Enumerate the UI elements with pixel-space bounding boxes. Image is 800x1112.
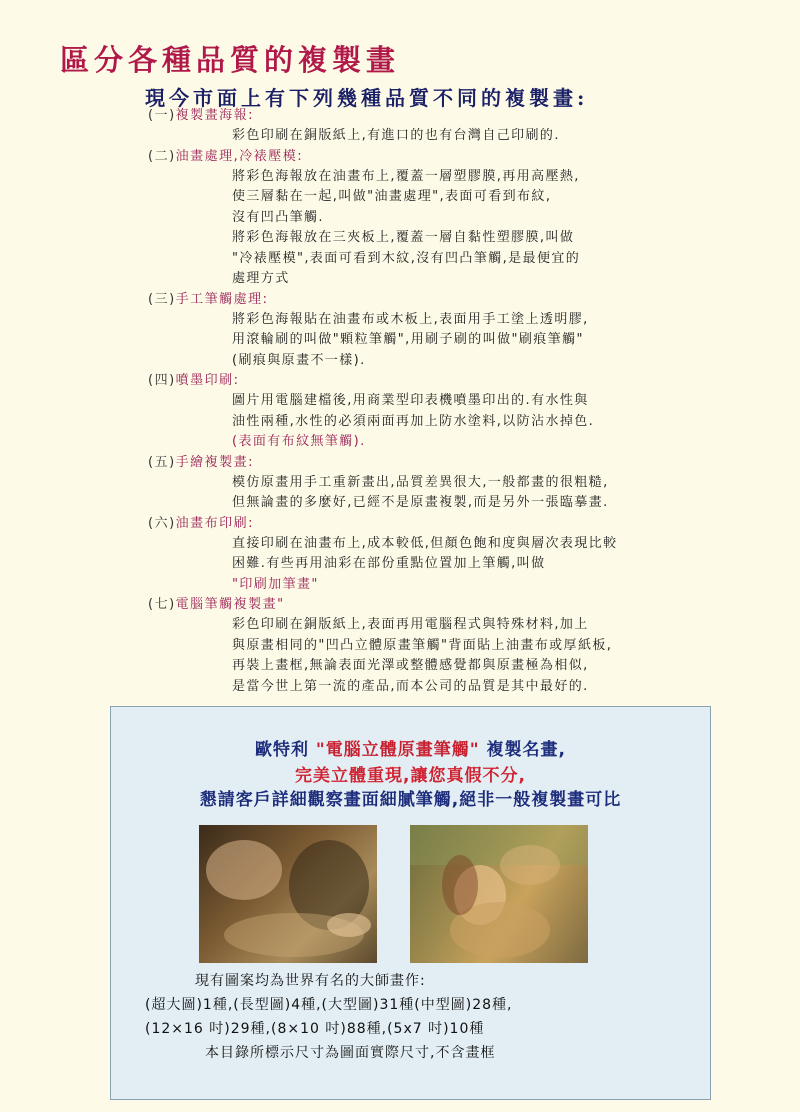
catalog-line-1: 現有圖案均為世界有名的大師畫作: [195,973,426,989]
promo-box [110,706,711,1100]
section-line: 將彩色海報放在三夾板上,覆蓋一層自黏性塑膠膜,叫做 [232,230,575,245]
section-7 [148,595,748,697]
section-title: 噴墨印刷: [175,373,240,388]
promo-line-1 [111,735,710,760]
section-line: 處理方式 [232,271,290,286]
section-line: 是當今世上第一流的產品,而本公司的品質是其中最好的. [232,678,589,694]
section-title: 油畫布印刷: [175,515,255,531]
section-line: 模仿原畫用手工重新畫出,品質差異很大,一般都畫的很粗糙, [232,474,609,490]
section-line: "冷裱壓模",表面可看到木紋,沒有凹凸筆觸,是最便宜的 [232,250,581,266]
section-line: (表面有布紋無筆觸). [232,434,366,449]
section-line: 困難.有些再用油彩在部份重點位置加上筆觸,叫做 [232,556,546,571]
page-title: 區分各種品質的複製畫 [60,43,401,77]
section-4 [148,371,748,453]
section-num: (五) [148,454,176,470]
section-line: 再裝上畫框,無論表面光澤或整體感覺都與原畫極為相似, [232,658,589,673]
promo-suffix: 複製名畫, [486,740,567,760]
page-subtitle: 現今市面上有下列幾種品質不同的複製畫: [145,86,589,110]
promo-line-3: 懇請客戶詳細觀察畫面細膩筆觸,絕非一般複製畫可比 [199,790,622,810]
sections-list [148,106,748,697]
section-6 [148,514,748,596]
section-line: "印刷加筆畫" [232,576,319,592]
section-title: 油畫處理,冷裱壓模: [175,148,304,164]
section-title: 電腦筆觸複製畫" [175,597,285,612]
section-line: 彩色印刷在銅版紙上,表面再用電腦程式與特殊材料,加上 [232,617,589,632]
section-line: 直接印刷在油畫布上,成本較低,但顏色飽和度與層次表現比較 [232,535,618,551]
section-line: 用滾輪刷的叫做"顆粒筆觸",用刷子刷的叫做"刷痕筆觸" [232,332,584,347]
section-line: 將彩色海報貼在油畫布或木板上,表面用手工塗上透明膠, [232,311,589,327]
section-line: (刷痕與原畫不一樣). [232,352,366,368]
catalog-line-4: 本目錄所標示尺寸為圖面實際尺寸,不含畫框 [205,1045,496,1061]
section-line: 將彩色海報放在油畫布上,覆蓋一層塑膠膜,再用高壓熱, [232,168,580,184]
section-line: 油性兩種,水性的必須兩面再加上防水塗料,以防沾水掉色. [232,413,595,429]
section-line: 但無論畫的多麼好,已經不是原畫複製,而是另外一張臨摹畫. [232,495,609,510]
section-num: (四) [148,373,176,388]
section-line: 與原畫相同的"凹凸立體原畫筆觸"背面貼上油畫布或厚紙板, [232,637,613,653]
section-3 [148,290,748,372]
section-title: 複製畫海報: [175,108,255,123]
section-num: (一) [148,108,176,123]
section-num: (三) [148,291,176,307]
section-num: (七) [148,597,176,612]
painting-image-1 [199,825,377,963]
section-line: 使三層黏在一起,叫做"油畫處理",表面可看到布紋, [232,189,552,204]
catalog-info [145,969,685,1065]
section-num: (六) [148,515,176,531]
promo-line-2: 完美立體重現,讓您真假不分, [295,766,526,786]
catalog-line-2: (超大圖)1種,(長型圖)4種,(大型圖)31種(中型圖)28種, [145,997,513,1013]
section-line: 沒有凹凸筆觸. [232,209,324,225]
section-line: 圖片用電腦建檔後,用商業型印表機噴墨印出的.有水性與 [232,393,589,408]
section-1 [148,106,748,147]
section-title: 手繪複製畫: [175,454,255,470]
section-num: (二) [148,148,176,164]
painting-image-2 [410,825,588,963]
catalog-line-3: (12×16 吋)29種,(8×10 吋)88種,(5x7 吋)10種 [145,1021,485,1037]
section-title: 手工筆觸處理: [175,291,269,307]
promo-quote: "電腦立體原畫筆觸" [315,740,480,760]
promo-brand: 歐特利 [254,740,309,760]
section-2 [148,147,748,290]
section-5 [148,453,748,514]
section-line: 彩色印刷在銅版紙上,有進口的也有台灣自己印刷的. [232,128,560,143]
